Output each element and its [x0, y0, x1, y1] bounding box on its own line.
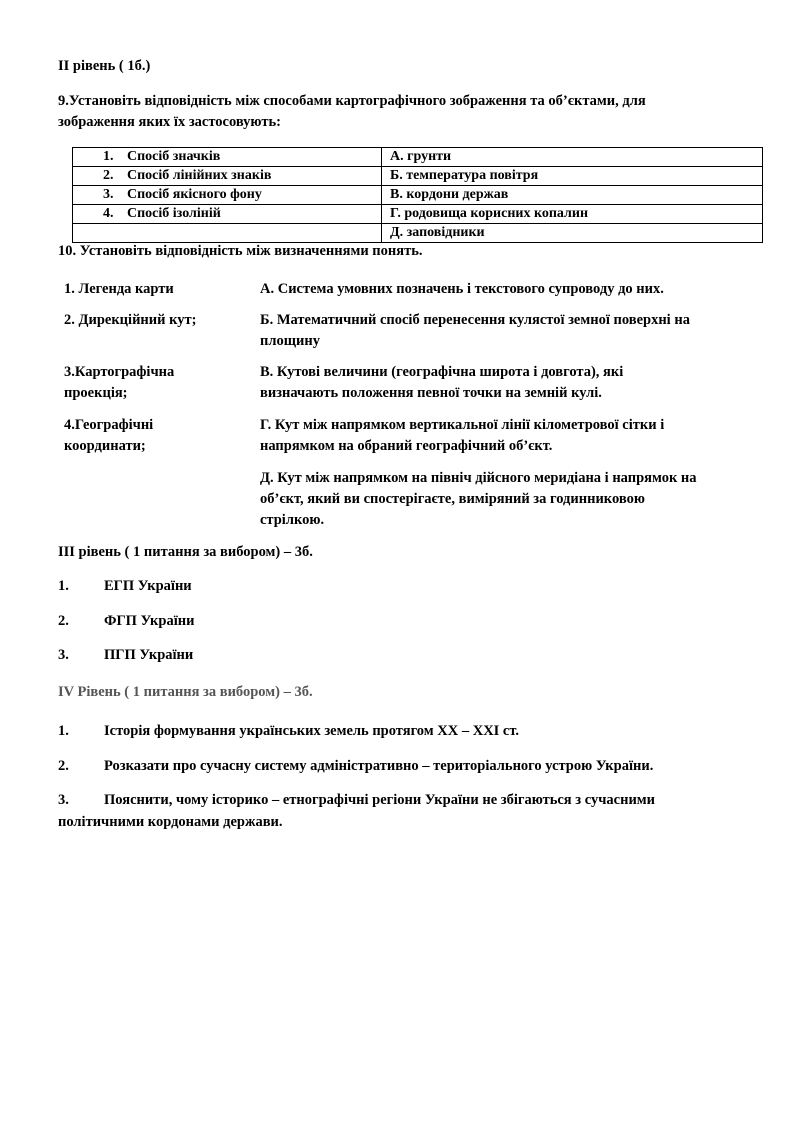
term-line: 1. Легенда карти	[64, 281, 174, 297]
level4-item-number: 2.	[58, 758, 69, 774]
definition-line: визначають положення певної точки на земній кулі.	[260, 385, 602, 401]
q9-matching-table	[72, 147, 763, 243]
q10-definition-e	[260, 468, 697, 531]
term-line: проекція;	[64, 385, 128, 401]
table-cell-method	[73, 186, 382, 205]
table-row	[73, 205, 763, 224]
q10-title: 10. Установіть відповідність між визначеннями понять.	[58, 243, 423, 259]
q10-definition-b	[260, 310, 690, 352]
table-cell-method	[73, 148, 382, 167]
level4-item-text: Розказати про сучасну систему адміністративно – територіального устрою України.	[104, 758, 654, 774]
table-cell-method	[73, 167, 382, 186]
method-label: Спосіб ізоліній	[127, 206, 221, 221]
q10-term-4	[64, 415, 153, 457]
term-line: координати;	[64, 438, 146, 454]
definition-line: Г. Кут між напрямком вертикальної лінії кілометрової сітки і	[260, 417, 665, 433]
q10-term-3	[64, 362, 174, 404]
level3-item-text: ПГП України	[104, 647, 194, 663]
level4-item-text: Історія формування українських земель протягом ХХ – ХХІ ст.	[104, 723, 520, 739]
table-cell-object: В. кордони держав	[382, 186, 763, 205]
term-line: 3.Картографічна	[64, 364, 175, 380]
definition-line: В. Кутові величини (географічна широта і довгота), які	[260, 364, 624, 380]
definition-line: об’єкт, який ви спостерігаєте, виміряний за годинниковою	[260, 491, 645, 507]
definition-line: стрілкою.	[260, 512, 325, 528]
table-cell-method	[73, 224, 382, 243]
table-cell-object: А. грунти	[382, 148, 763, 167]
definition-line: Б. Математичний спосіб перенесення кулястої земної поверхні на	[260, 312, 690, 328]
definition-line: Д. Кут між напрямком на північ дійсного меридіана і напрямок на	[260, 470, 697, 486]
row-number: 4.	[103, 206, 114, 221]
table-cell-object: Д. заповідники	[382, 224, 763, 243]
level3-item-number: 2.	[58, 613, 69, 629]
table-cell-object: Г. родовища корисних копалин	[382, 205, 763, 224]
definition-line: А. Система умовних позначень і текстового супроводу до них.	[260, 281, 664, 297]
level4-item-continuation: політичними кордонами держави.	[58, 814, 283, 830]
level4-item-text: Пояснити, чому історико – етнографічні регіони України не збігаються з сучасними	[104, 792, 656, 808]
table-row	[73, 148, 763, 167]
table-row	[73, 167, 763, 186]
method-label: Спосіб лінійних знаків	[127, 168, 272, 183]
row-number: 2.	[103, 168, 114, 183]
q10-definition-c	[260, 362, 623, 404]
table-row	[73, 186, 763, 205]
table-row	[73, 224, 763, 243]
q10-term-2	[64, 310, 196, 331]
level3-item-number: 1.	[58, 578, 69, 594]
row-number: 3.	[103, 187, 114, 202]
definition-line: площину	[260, 333, 320, 349]
level3-item-number: 3.	[58, 647, 69, 663]
level2-heading: ІІ рівень ( 1б.)	[58, 58, 151, 74]
level4-item-number: 1.	[58, 723, 69, 739]
method-label: Спосіб значків	[127, 149, 221, 164]
method-label: Спосіб якісного фону	[127, 187, 262, 202]
q10-term-1	[64, 279, 174, 300]
q9-text-line2: зображення яких їх застосовують:	[58, 114, 281, 130]
q9-text-line1: 9.Установіть відповідність між способами картографічного зображення та об’єктами, для	[58, 93, 646, 109]
q10-definition-d	[260, 415, 664, 457]
row-number: 1.	[103, 149, 114, 164]
level3-heading: ІІІ рівень ( 1 питання за вибором) – 3б.	[58, 544, 313, 560]
level3-item-text: ЕГП України	[104, 578, 192, 594]
level4-item-number: 3.	[58, 792, 69, 808]
level3-item-text: ФГП України	[104, 613, 195, 629]
term-line: 4.Географічні	[64, 417, 154, 433]
table-cell-object: Б. температура повітря	[382, 167, 763, 186]
term-line: 2. Дирекційний кут;	[64, 312, 197, 328]
q10-definition-a	[260, 279, 664, 300]
level4-heading: ІV Рівень ( 1 питання за вибором) – 3б.	[58, 684, 313, 700]
table-cell-method	[73, 205, 382, 224]
definition-line: напрямком на обраний географічний об’єкт.	[260, 438, 553, 454]
